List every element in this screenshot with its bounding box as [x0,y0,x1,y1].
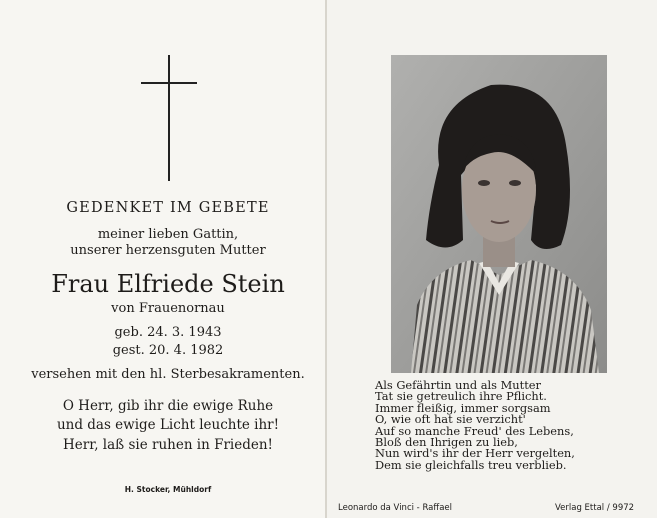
origin: von Frauenornau [111,301,225,316]
sacraments-line: versehen mit den hl. Sterbesakramenten. [31,367,305,382]
poem-line: Auf so manche Freud' des Lebens, [375,423,574,438]
printer-credit: H. Stocker, Mühldorf [124,485,212,494]
deceased-name: Frau Elfriede Stein [51,270,285,298]
poem-line: Bloß den Ihrigen zu lieb, [375,435,518,450]
prayer-line: Herr, laß sie ruhen in Frieden! [63,437,273,453]
poem-line: Immer fleißig, immer sorgsam [375,400,551,415]
portrait-photo [391,55,607,373]
intro-line: unserer herzensguten Mutter [70,243,266,258]
cross-icon [168,55,170,181]
birth-date: geb. 24. 3. 1943 [114,325,222,340]
prayer-line: O Herr, gib ihr die ewige Ruhe [62,398,274,414]
cross-icon-bar [141,82,197,84]
poem-line: Dem sie gleichfalls treu verblieb. [375,457,567,472]
poem-line: Tat sie getreulich ihre Pflicht. [375,389,547,404]
poem-line: Als Gefährtin und als Mutter [375,378,541,392]
prayer-line: und das ewige Licht leuchte ihr! [56,417,280,433]
death-date: gest. 20. 4. 1982 [112,343,224,358]
intro-line: meiner lieben Gattin, [97,227,239,242]
poem-line: Nun wird's ihr der Herr vergelten, [375,446,575,461]
heading: GEDENKET IM GEBETE [66,200,270,216]
publisher: Verlag Ettal / 9972 [555,503,635,513]
artwork-credit: Leonardo da Vinci - Raffael [338,503,453,513]
poem-line: O, wie oft hat sie verzicht' [375,412,526,427]
poem [375,380,575,471]
